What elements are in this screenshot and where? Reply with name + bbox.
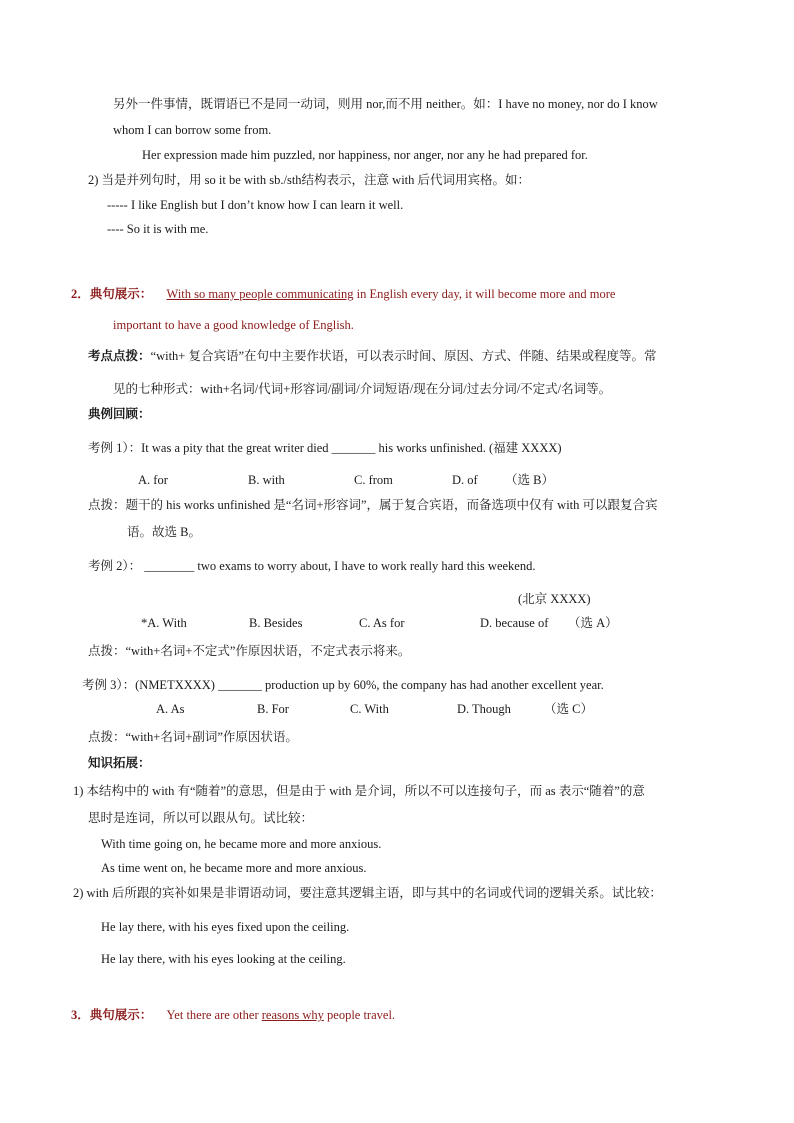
example-2-stem: 考例 2）： ________ two exams to worry about, I have to work really hard this weekend. <box>88 559 536 573</box>
example-2-option-b: B. Besides <box>249 616 303 630</box>
example-1-note-line-1: 点拨：题干的 his works unfinished 是“名词+形容词”，属于复合宾语，而备选项中仅有 with 可以跟复合宾 <box>88 498 658 512</box>
example-1-stem: 考例 1）：It was a pity that the great writer died _______ his works unfinished. (福建 XXXX) <box>88 441 562 455</box>
extension-1-line-1: 1) 本结构中的 with 有“随着”的意思，但是由于 with 是介词，所以不可以连接句子，而 as 表示“随着”的意 <box>73 784 645 798</box>
key-point-text: “with+ 复合宾语”在句中主要作状语，可以表示时间、原因、方式、伴随、结果或程度等。常 <box>150 349 657 363</box>
extension-2-line-1: 2) with 后所跟的宾补如果是非谓语动词，要注意其逻辑主语，即与其中的名词或代词的逻辑关系。试比较： <box>73 886 662 900</box>
key-point-line-2: 见的七种形式：with+名词/代词+形容词/副词/介词短语/现在分词/过去分词/不定式/名词等。 <box>113 382 612 396</box>
dialogue-line-1: ----- I like English but I don’t know how I can learn it well. <box>107 198 404 212</box>
extension-2-example-2: He lay there, with his eyes looking at the ceiling. <box>101 952 346 966</box>
section-2-heading <box>71 286 615 302</box>
section-2-sentence-underlined: With so many people communicating <box>166 287 354 301</box>
example-2-note: 点拨：“with+名词+不定式”作原因状语，不定式表示将来。 <box>88 644 411 658</box>
section-2-sentence-rest: in English every day, it will become more and more <box>353 287 616 301</box>
intro-line-1: 另外一件事情，既谓语已不是同一动词，则用 nor,而不用 neither。如：I have no money, nor do I know <box>113 97 658 111</box>
example-3-answer: （选 C） <box>544 702 593 716</box>
section-3-sentence-start: Yet there are other <box>166 1008 262 1022</box>
extension-1-example-2: As time went on, he became more and more anxious. <box>101 861 367 875</box>
section-2-sentence-line-2: important to have a good knowledge of English. <box>113 318 354 332</box>
example-3-option-d: D. Though <box>457 702 511 716</box>
extension-1-example-1: With time going on, he became more and more anxious. <box>101 837 382 851</box>
key-point-line-1 <box>88 348 657 364</box>
example-1-option-a: A. for <box>138 473 168 487</box>
example-2-source: (北京 XXXX) <box>518 592 591 606</box>
intro-line-2: whom I can borrow some from. <box>113 123 272 137</box>
dialogue-line-2: ---- So it is with me. <box>107 222 209 236</box>
key-point-label: 考点点拨： <box>88 349 151 363</box>
example-3-stem: 考例 3）：(NMETXXXX) _______ production up by 60%, the company has had another excellent year. <box>82 678 604 692</box>
example-1-note-line-2: 语。故选 B。 <box>127 525 201 539</box>
example-2-option-c: C. As for <box>359 616 405 630</box>
example-3-note: 点拨：“with+名词+副词”作原因状语。 <box>88 730 298 744</box>
example-3-option-c: C. With <box>350 702 389 716</box>
section-3-sentence-end: people travel. <box>323 1008 396 1022</box>
section-2-label: 2．典句展示： <box>71 287 153 301</box>
section-3-heading <box>71 1007 395 1023</box>
intro-example-sentence: Her expression made him puzzled, nor happiness, nor anger, nor any he had prepared for. <box>142 148 588 162</box>
example-1-option-c: C. from <box>354 473 393 487</box>
example-3-option-b: B. For <box>257 702 289 716</box>
extension-label: 知识拓展： <box>88 756 151 770</box>
section-3-sentence-underlined: reasons why <box>261 1008 324 1022</box>
example-3-option-a: A. As <box>156 702 185 716</box>
section-3-label: 3．典句展示： <box>71 1008 153 1022</box>
example-2-option-d: D. because of <box>480 616 549 630</box>
example-1-option-d: D. of <box>452 473 478 487</box>
extension-2-example-1: He lay there, with his eyes fixed upon the ceiling. <box>101 920 350 934</box>
example-2-answer: （选 A） <box>568 616 618 630</box>
review-label: 典例回顾： <box>88 407 151 421</box>
extension-1-line-2: 思时是连词，所以可以跟从句。试比较： <box>88 811 314 825</box>
intro-point-2: 2) 当是并列句时，用 so it be with sb./sth结构表示，注意 with 后代词用宾格。如： <box>88 173 531 187</box>
example-1-option-b: B. with <box>248 473 285 487</box>
example-1-answer: （选 B） <box>505 473 554 487</box>
example-2-option-a: *A. With <box>141 616 187 630</box>
